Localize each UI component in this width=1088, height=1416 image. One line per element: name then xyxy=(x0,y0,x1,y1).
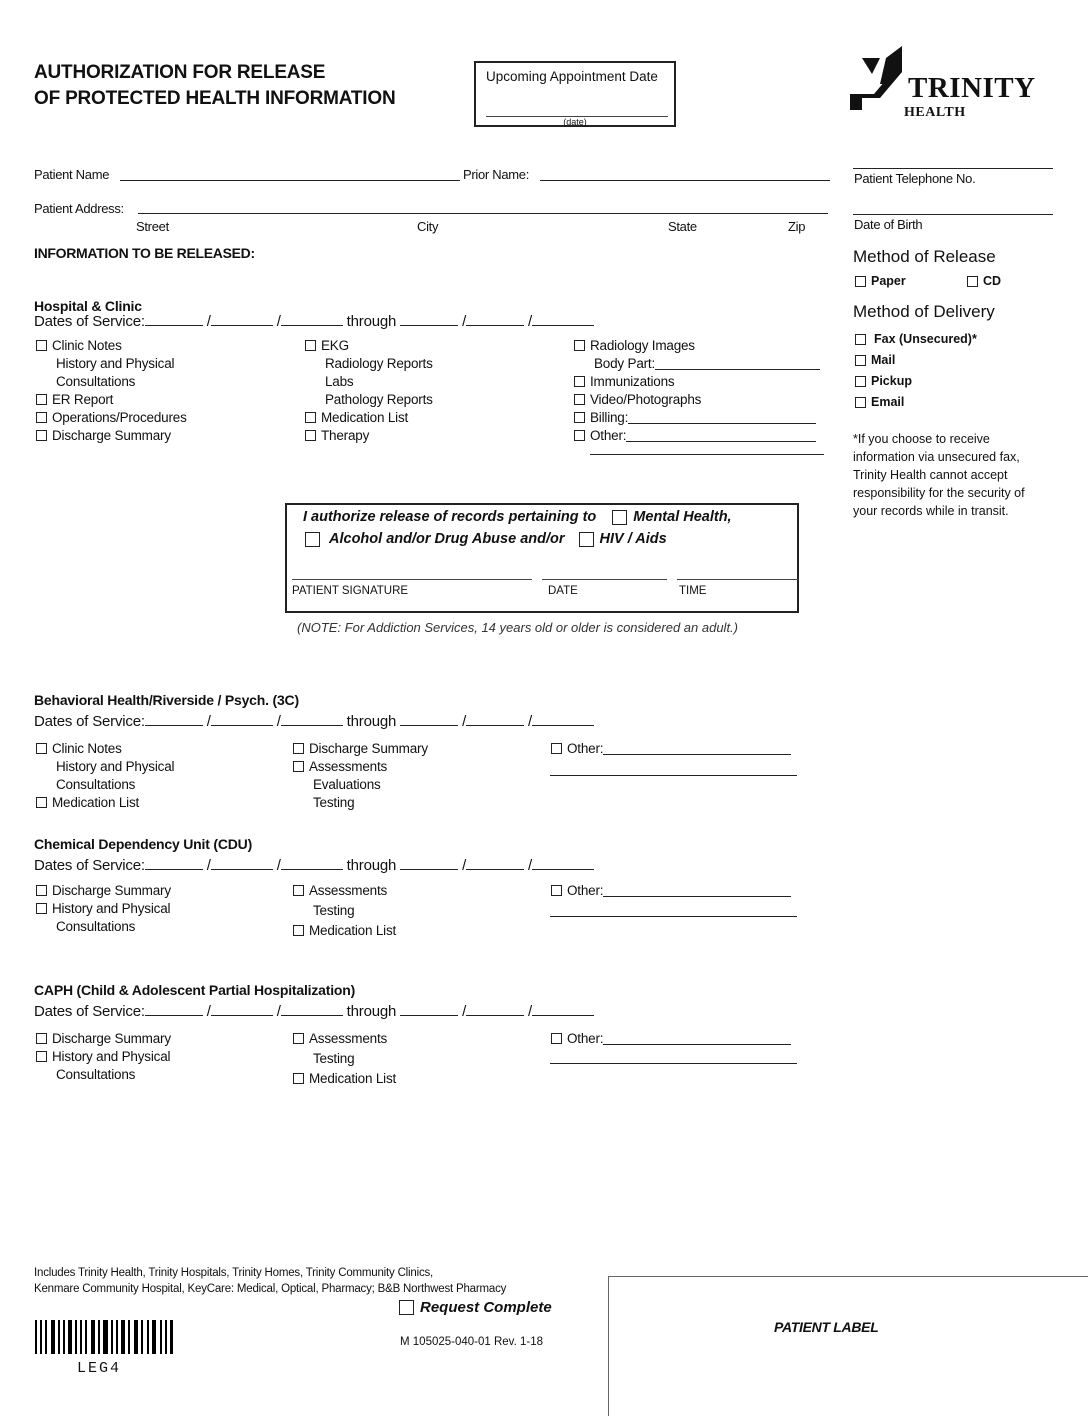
caph-col2 xyxy=(293,1029,396,1087)
date-separator: / xyxy=(528,857,532,874)
other-field-line-2[interactable] xyxy=(550,1063,797,1064)
date-from-year[interactable] xyxy=(281,1014,343,1016)
item-history-physical[interactable] xyxy=(36,1047,171,1065)
behavioral-health-title: Behavioral Health/Riverside / Psych. (3C) xyxy=(34,692,299,708)
other-field-line-2[interactable] xyxy=(590,454,824,455)
mental-health-checkbox[interactable] xyxy=(612,510,627,525)
cdu-col2 xyxy=(293,881,396,939)
checkbox[interactable] xyxy=(293,761,304,772)
date-to-year[interactable] xyxy=(532,868,594,870)
item-label: Video/Photographs xyxy=(590,391,702,407)
item-testing xyxy=(293,1049,396,1067)
item-label: Medication List xyxy=(52,794,140,810)
release-paper-option[interactable] xyxy=(855,271,906,291)
date-to-day[interactable] xyxy=(466,324,524,326)
date-from-year[interactable] xyxy=(281,868,343,870)
method-of-release-heading: Method of Release xyxy=(853,247,996,266)
dob-field[interactable] xyxy=(853,214,1053,215)
caph-col3 xyxy=(551,1029,791,1047)
date-from-day[interactable] xyxy=(211,868,273,870)
item-discharge-summary[interactable] xyxy=(36,881,171,899)
item-evaluations xyxy=(293,775,428,793)
checkbox[interactable] xyxy=(293,1073,304,1084)
item-testing xyxy=(293,901,396,919)
item-operations-procedures[interactable] xyxy=(36,408,187,426)
item-assessments[interactable] xyxy=(293,881,396,899)
date-from-day[interactable] xyxy=(211,724,273,726)
date-separator: / xyxy=(206,857,211,874)
delivery-pickup-option[interactable] xyxy=(855,371,977,391)
item-label: Consultations xyxy=(56,776,136,792)
item-label: EKG xyxy=(321,337,349,353)
item-label: Operations/Procedures xyxy=(52,409,187,425)
date-to-year[interactable] xyxy=(532,724,594,726)
checkbox[interactable] xyxy=(36,797,47,808)
checkbox[interactable] xyxy=(293,1033,304,1044)
item-other[interactable] xyxy=(551,739,791,757)
checkbox[interactable] xyxy=(36,394,47,405)
checkbox[interactable] xyxy=(293,925,304,936)
item-discharge-summary[interactable] xyxy=(293,739,428,757)
item-label: Billing: xyxy=(590,409,629,425)
behavioral-col3 xyxy=(551,739,791,757)
method-of-delivery-heading: Method of Delivery xyxy=(853,302,995,321)
item-testing xyxy=(293,793,428,811)
item-label: Consultations xyxy=(56,373,136,389)
email-label: Email xyxy=(871,395,905,409)
through-label: through xyxy=(346,313,397,330)
caph-col1 xyxy=(36,1029,171,1083)
date-to-year[interactable] xyxy=(532,1014,594,1016)
barcode-text: LEG4 xyxy=(77,1360,122,1377)
checkbox[interactable] xyxy=(305,430,316,441)
item-body-part xyxy=(574,354,820,372)
fax-note-line: *If you choose to receive xyxy=(853,432,990,446)
item-consultations xyxy=(36,372,187,390)
behavioral-col1 xyxy=(36,739,174,811)
item-medication-list[interactable] xyxy=(293,921,396,939)
fax-note-line: your records while in transit. xyxy=(853,504,1009,518)
item-label: ER Report xyxy=(52,391,114,407)
checkbox[interactable] xyxy=(551,743,562,754)
other-field[interactable] xyxy=(603,1032,791,1045)
item-label: Therapy xyxy=(321,427,370,443)
cdu-title: Chemical Dependency Unit (CDU) xyxy=(34,836,253,852)
item-label: Testing xyxy=(313,794,355,810)
item-immunizations[interactable] xyxy=(574,372,820,390)
item-label: Other: xyxy=(567,882,604,898)
item-label: History and Physical xyxy=(52,1048,171,1064)
request-complete-option[interactable] xyxy=(399,1299,552,1316)
hospital-dates-of-service xyxy=(34,313,594,330)
date-to-month[interactable] xyxy=(400,868,458,870)
through-label: through xyxy=(346,857,397,874)
trinity-health-logo xyxy=(850,46,1036,126)
checkbox[interactable] xyxy=(36,743,47,754)
item-label: Assessments xyxy=(309,758,388,774)
item-consultations xyxy=(36,1065,171,1083)
patient-signature-field[interactable] xyxy=(292,579,532,580)
item-label: History and Physical xyxy=(56,758,175,774)
patient-name-label: Patient Name xyxy=(34,167,110,182)
appointment-date-sublabel: (date) xyxy=(563,117,587,127)
checkbox[interactable] xyxy=(551,1033,562,1044)
date-to-day[interactable] xyxy=(466,724,524,726)
checkbox[interactable] xyxy=(293,885,304,896)
appointment-date-label: Upcoming Appointment Date xyxy=(486,69,658,84)
time-label: TIME xyxy=(679,585,707,597)
item-ekg[interactable] xyxy=(305,336,433,354)
item-history-physical[interactable] xyxy=(36,899,171,917)
fax-label: Fax (Unsecured)* xyxy=(874,332,977,346)
item-label: Testing xyxy=(313,902,355,918)
item-label: Clinic Notes xyxy=(52,740,122,756)
date-separator: / xyxy=(276,313,281,330)
checkbox[interactable] xyxy=(574,412,585,423)
info-to-release-heading: INFORMATION TO BE RELEASED: xyxy=(34,245,255,261)
date-to-month[interactable] xyxy=(400,324,458,326)
delivery-fax-option[interactable] xyxy=(855,329,977,349)
date-to-month[interactable] xyxy=(400,724,458,726)
pickup-checkbox[interactable] xyxy=(855,376,866,387)
patient-address-field[interactable] xyxy=(138,213,828,214)
date-separator: / xyxy=(276,713,281,730)
caph-title: CAPH (Child & Adolescent Partial Hospitalization) xyxy=(34,982,356,998)
trinity-logo-mark-icon xyxy=(850,46,910,116)
affiliates-line-2: Kenmare Community Hospital, KeyCare: Medical, Optical, Pharmacy; B&B Northwest Pharmacy xyxy=(34,1283,507,1295)
title-line-1: AUTHORIZATION FOR RELEASE xyxy=(34,62,326,83)
sensitive-records-authorization-box xyxy=(285,503,799,613)
mail-checkbox[interactable] xyxy=(855,355,866,366)
date-to-year[interactable] xyxy=(532,324,594,326)
date-from-year[interactable] xyxy=(281,724,343,726)
date-separator: / xyxy=(462,857,467,874)
item-labs xyxy=(305,372,433,390)
dob-label: Date of Birth xyxy=(854,217,923,232)
behavioral-col2 xyxy=(293,739,428,811)
checkbox[interactable] xyxy=(36,340,47,351)
signature-time-field[interactable] xyxy=(677,579,799,580)
prior-name-field[interactable] xyxy=(540,180,830,181)
alcohol-drug-checkbox[interactable] xyxy=(305,532,320,547)
date-label: DATE xyxy=(548,585,578,597)
item-label: Clinic Notes xyxy=(52,337,122,353)
patient-address-label: Patient Address: xyxy=(34,201,124,216)
logo-sub: HEALTH xyxy=(904,105,966,120)
address-street-label: Street xyxy=(136,219,169,234)
checkbox[interactable] xyxy=(36,885,47,896)
hospital-col3 xyxy=(574,336,820,444)
date-separator: / xyxy=(206,713,211,730)
other-field[interactable] xyxy=(603,884,791,897)
item-assessments[interactable] xyxy=(293,757,428,775)
caph-dates-of-service xyxy=(34,1003,594,1020)
fax-checkbox[interactable] xyxy=(855,334,866,345)
billing-field[interactable] xyxy=(628,411,816,424)
item-label: Medication List xyxy=(309,1070,397,1086)
item-discharge-summary[interactable] xyxy=(36,426,187,444)
cdu-col1 xyxy=(36,881,171,935)
auth-text: I authorize release of records pertaining to xyxy=(303,509,597,525)
paper-checkbox[interactable] xyxy=(855,276,866,287)
item-pathology-reports xyxy=(305,390,433,408)
item-label: Labs xyxy=(325,373,354,389)
item-other[interactable] xyxy=(551,881,791,899)
body-part-field[interactable] xyxy=(655,357,820,370)
address-state-label: State xyxy=(668,219,697,234)
item-label: Other: xyxy=(567,740,604,756)
fax-disclaimer xyxy=(853,430,1025,520)
item-clinic-notes[interactable] xyxy=(36,336,187,354)
date-to-day[interactable] xyxy=(466,1014,524,1016)
cdu-dates-of-service xyxy=(34,857,594,874)
item-label: Assessments xyxy=(309,1030,388,1046)
mail-label: Mail xyxy=(871,353,896,367)
hospital-col2 xyxy=(305,336,433,444)
checkbox[interactable] xyxy=(305,340,316,351)
patient-label-box xyxy=(608,1276,1088,1416)
cd-label: CD xyxy=(983,274,1002,288)
checkbox[interactable] xyxy=(36,430,47,441)
item-other[interactable] xyxy=(574,426,820,444)
dates-of-service-label: Dates of Service: xyxy=(34,313,145,330)
checkbox[interactable] xyxy=(305,412,316,423)
hiv-aids-label: HIV / Aids xyxy=(599,531,667,547)
checkbox[interactable] xyxy=(293,743,304,754)
date-separator: / xyxy=(528,313,532,330)
fax-note-line: information via unsecured fax, xyxy=(853,450,1020,464)
auth-line-1 xyxy=(303,509,732,525)
item-label: Body Part: xyxy=(594,355,656,371)
checkbox[interactable] xyxy=(36,903,47,914)
addiction-services-note: (NOTE: For Addiction Services, 14 years old or older is considered an adult.) xyxy=(297,620,738,635)
fax-note-line: Trinity Health cannot accept xyxy=(853,468,1008,482)
item-label: Assessments xyxy=(309,882,388,898)
hospital-clinic-title: Hospital & Clinic xyxy=(34,298,142,314)
item-label: History and Physical xyxy=(52,900,171,916)
fax-note-line: responsibility for the security of xyxy=(853,486,1025,500)
date-from-month[interactable] xyxy=(145,868,203,870)
delivery-email-option[interactable] xyxy=(855,392,977,412)
date-separator: / xyxy=(528,713,532,730)
date-separator: / xyxy=(276,857,281,874)
item-billing[interactable] xyxy=(574,408,820,426)
item-label: Immunizations xyxy=(590,373,675,389)
affiliates-note xyxy=(34,1265,506,1297)
date-separator: / xyxy=(528,1003,532,1020)
item-label: Medication List xyxy=(309,922,397,938)
item-label: Discharge Summary xyxy=(309,740,428,756)
item-label: Other: xyxy=(567,1030,604,1046)
address-city-label: City xyxy=(417,219,439,234)
item-other[interactable] xyxy=(551,1029,791,1047)
date-from-year[interactable] xyxy=(281,324,343,326)
item-clinic-notes[interactable] xyxy=(36,739,174,757)
date-from-day[interactable] xyxy=(211,1014,273,1016)
item-label: Consultations xyxy=(56,918,136,934)
cd-checkbox[interactable] xyxy=(967,276,978,287)
checkbox[interactable] xyxy=(574,340,585,351)
item-history-physical xyxy=(36,757,174,775)
form-title xyxy=(34,60,395,112)
item-label: Pathology Reports xyxy=(325,391,433,407)
checkbox[interactable] xyxy=(36,412,47,423)
item-label: Medication List xyxy=(321,409,409,425)
hospital-col1 xyxy=(36,336,187,444)
checkbox[interactable] xyxy=(574,430,585,441)
item-label: Other: xyxy=(590,427,627,443)
title-line-2: OF PROTECTED HEALTH INFORMATION xyxy=(34,88,396,109)
item-label: Evaluations xyxy=(313,776,381,792)
other-field-line-2[interactable] xyxy=(550,775,797,776)
barcode-icon xyxy=(35,1320,175,1354)
item-therapy[interactable] xyxy=(305,426,433,444)
pickup-label: Pickup xyxy=(871,374,912,388)
item-er-report[interactable] xyxy=(36,390,187,408)
date-to-month[interactable] xyxy=(400,1014,458,1016)
item-label: Radiology Images xyxy=(590,337,695,353)
item-radiology-images[interactable] xyxy=(574,336,820,354)
checkbox[interactable] xyxy=(574,376,585,387)
auth-line-2 xyxy=(305,531,667,547)
checkbox[interactable] xyxy=(574,394,585,405)
patient-name-field[interactable] xyxy=(120,180,460,181)
item-consultations xyxy=(36,775,174,793)
form-number: M 105025-040-01 Rev. 1-18 xyxy=(400,1336,543,1348)
item-label: Consultations xyxy=(56,1066,136,1082)
other-field[interactable] xyxy=(603,742,791,755)
item-discharge-summary[interactable] xyxy=(36,1029,171,1047)
address-zip-label: Zip xyxy=(788,219,806,234)
item-label: Discharge Summary xyxy=(52,1030,171,1046)
date-separator: / xyxy=(276,1003,281,1020)
checkbox[interactable] xyxy=(36,1033,47,1044)
checkbox[interactable] xyxy=(551,885,562,896)
telephone-field[interactable] xyxy=(853,168,1053,169)
dates-of-service-label: Dates of Service: xyxy=(34,857,145,874)
item-label: History and Physical xyxy=(56,355,175,371)
item-history-physical xyxy=(36,354,187,372)
affiliates-line-1: Includes Trinity Health, Trinity Hospitals, Trinity Homes, Trinity Community Clinics, xyxy=(34,1267,434,1279)
item-medication-list[interactable] xyxy=(305,408,433,426)
date-from-month[interactable] xyxy=(145,1014,203,1016)
date-separator: / xyxy=(206,1003,211,1020)
item-medication-list[interactable] xyxy=(36,793,174,811)
date-separator: / xyxy=(462,313,467,330)
request-complete-checkbox[interactable] xyxy=(399,1300,414,1315)
prior-name-label: Prior Name: xyxy=(463,167,530,182)
checkbox[interactable] xyxy=(36,1051,47,1062)
alcohol-drug-label: Alcohol and/or Drug Abuse and/or xyxy=(329,531,565,547)
hiv-aids-checkbox[interactable] xyxy=(579,532,594,547)
date-separator: / xyxy=(462,713,467,730)
item-label: Discharge Summary xyxy=(52,427,171,443)
item-video-photographs[interactable] xyxy=(574,390,820,408)
date-from-month[interactable] xyxy=(145,724,203,726)
signature-label: PATIENT SIGNATURE xyxy=(292,585,409,597)
email-checkbox[interactable] xyxy=(855,397,866,408)
item-assessments[interactable] xyxy=(293,1029,396,1047)
cdu-col3 xyxy=(551,881,791,899)
other-field-line-2[interactable] xyxy=(550,916,797,917)
item-label: Testing xyxy=(313,1050,355,1066)
item-consultations xyxy=(36,917,171,935)
release-cd-option[interactable] xyxy=(967,271,1001,291)
date-separator: / xyxy=(206,313,211,330)
item-radiology-reports xyxy=(305,354,433,372)
date-from-day[interactable] xyxy=(211,324,273,326)
signature-date-field[interactable] xyxy=(542,579,667,580)
appointment-date-box[interactable] xyxy=(474,61,676,127)
telephone-label: Patient Telephone No. xyxy=(854,171,976,186)
through-label: through xyxy=(346,713,397,730)
date-to-day[interactable] xyxy=(466,868,524,870)
dates-of-service-label: Dates of Service: xyxy=(34,1003,145,1020)
date-separator: / xyxy=(462,1003,467,1020)
delivery-options xyxy=(855,329,977,412)
item-label: Discharge Summary xyxy=(52,882,171,898)
date-from-month[interactable] xyxy=(145,324,203,326)
request-complete-label: Request Complete xyxy=(420,1299,552,1316)
dates-of-service-label: Dates of Service: xyxy=(34,713,145,730)
patient-label-text: PATIENT LABEL xyxy=(774,1319,879,1335)
delivery-mail-option[interactable] xyxy=(855,350,977,370)
through-label: through xyxy=(346,1003,397,1020)
mental-health-label: Mental Health, xyxy=(633,509,732,525)
paper-label: Paper xyxy=(871,274,906,288)
behavioral-dates-of-service xyxy=(34,713,594,730)
item-medication-list[interactable] xyxy=(293,1069,396,1087)
logo-name: TRINITY xyxy=(908,72,1036,104)
other-field[interactable] xyxy=(626,429,816,442)
item-label: Radiology Reports xyxy=(325,355,433,371)
